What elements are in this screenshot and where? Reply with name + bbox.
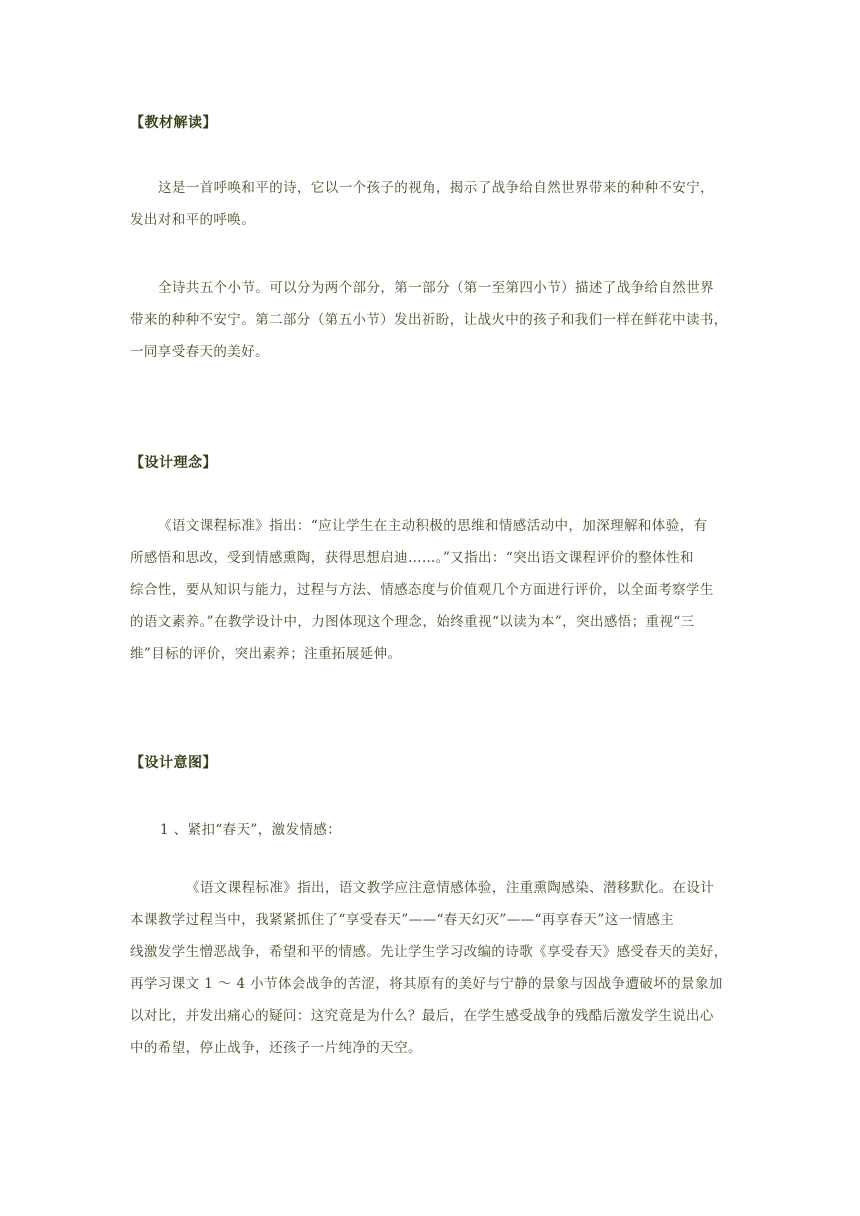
paragraph-1 bbox=[130, 172, 730, 236]
paragraph-line: 带来的种种不安宁。第二部分（第五小节）发出祈盼，让战火中的孩子和我们一样在鲜花中读书， bbox=[130, 312, 728, 328]
subheading-line: 1 、紧扣“春天”，激发情感： bbox=[160, 822, 342, 838]
paragraph-4 bbox=[130, 872, 730, 1064]
paragraph-line: 这是一首呼唤和平的诗，它以一个孩子的视角，揭示了战争给自然世界带来的种种不安宁， bbox=[158, 180, 714, 196]
paragraph-line: 所感悟和思改，受到情感熏陶，获得思想启迪……。”又指出：“突出语文课程评价的整体性和 bbox=[130, 550, 694, 566]
paragraph-line: 中的希望，停止战争，还孩子一片纯净的天空。 bbox=[130, 1040, 422, 1056]
paragraph-line: 本课教学过程当中，我紧紧抓住了“享受春天”——“春天幻灭”——“再享春天”这一情感主 bbox=[130, 912, 675, 928]
section-heading-design-concept: 【设计理念】 bbox=[130, 455, 217, 471]
section-heading-textbook-reading: 【教材解读】 bbox=[130, 115, 217, 131]
paragraph-line: 全诗共五个小节。可以分为两个部分，第一部分（第一至第四小节）描述了战争给自然世界 bbox=[158, 280, 714, 296]
paragraph-line: 维”目标的评价，突出素养；注重拓展延伸。 bbox=[130, 646, 402, 662]
paragraph-line: 一同享受春天的美好。 bbox=[130, 344, 269, 360]
paragraph-line: 再学习课文 1 ～ 4 小节体会战争的苦涩，将其原有的美好与宁静的景象与因战争遭破坏的景象加 bbox=[130, 976, 723, 992]
paragraph-line: 综合性，要从知识与能力，过程与方法、情感态度与价值观几个方面进行评价，以全面考察学生 bbox=[130, 582, 714, 598]
paragraph-line: 的语文素养。”在教学设计中，力图体现这个理念，始终重视“以读为本”，突出感悟；重视“三 bbox=[130, 614, 695, 630]
paragraph-2 bbox=[130, 272, 730, 368]
paragraph-line: 《语文课程标准》指出，语文教学应注意情感体验，注重熏陶感染、潜移默化。在设计 bbox=[186, 880, 715, 896]
paragraph-3 bbox=[130, 510, 730, 670]
paragraph-line: 《语文课程标准》指出：“应让学生在主动积极的思维和情感活动中，加深理解和体验，有 bbox=[158, 518, 708, 534]
paragraph-line: 以对比，并发出痛心的疑问：这究竟是为什么？最后，在学生感受战争的残酷后激发学生说出心 bbox=[130, 1008, 714, 1024]
paragraph-line: 发出对和平的呼唤。 bbox=[130, 212, 256, 228]
section-heading-design-intent: 【设计意图】 bbox=[130, 755, 217, 771]
paragraph-line: 线激发学生憎恶战争，希望和平的情感。先让学生学习改编的诗歌《享受春天》感受春天的美好， bbox=[130, 944, 728, 960]
subheading-item bbox=[130, 814, 730, 846]
